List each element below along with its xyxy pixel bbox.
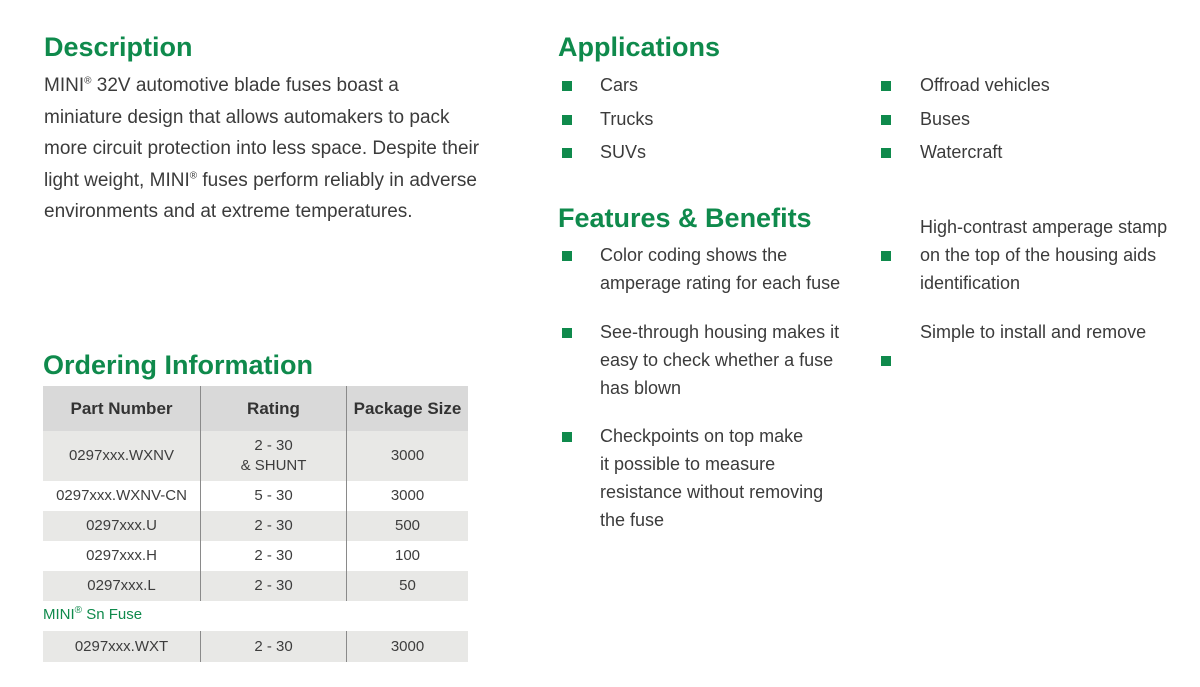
table-row <box>43 631 468 662</box>
table-cell: 0297xxx.WXT <box>74 637 169 655</box>
description-line: MINI® 32V automotive blade fuses boast a <box>44 75 399 96</box>
application-item: SUVs <box>600 142 647 162</box>
table-cell: 2 - 30 <box>254 637 293 655</box>
bullet-square-icon <box>562 328 572 338</box>
table-cell: 3000 <box>390 447 425 464</box>
column-header: Package Size <box>353 398 462 418</box>
table-cell: 3000 <box>390 637 425 655</box>
table-cell: 2 - 30 <box>254 517 293 534</box>
table-cell: 0297xxx.WXNV-CN <box>56 487 187 504</box>
table-cell: 0297xxx.WXNV <box>68 447 175 464</box>
applications-heading: Applications <box>558 32 721 62</box>
features-heading: Features & Benefits <box>558 203 812 233</box>
table-row <box>43 481 468 511</box>
table-row <box>43 541 468 571</box>
description-line: miniature design that allows automakers to pack <box>44 106 450 128</box>
table-cell: 0297xxx.H <box>86 547 157 564</box>
application-item: Buses <box>920 109 971 129</box>
bullet-square-icon <box>881 148 891 158</box>
bullet-square-icon <box>881 115 891 125</box>
table-cell: 5 - 30 <box>254 487 293 504</box>
application-item: Trucks <box>600 109 654 129</box>
table-cell: 500 <box>394 517 421 534</box>
table-cell: 0297xxx.L <box>87 577 156 594</box>
table-header-row <box>43 386 468 431</box>
application-item: Cars <box>600 75 639 95</box>
description-line: environments and at extreme temperatures. <box>44 201 413 222</box>
bullet-square-icon <box>881 251 891 261</box>
bullet-square-icon <box>562 432 572 442</box>
description-text <box>44 70 514 228</box>
column-header: Part Number <box>70 398 173 418</box>
table-cell: 2 - 30 <box>254 547 293 564</box>
bullet-square-icon <box>562 148 572 158</box>
table-row <box>43 511 468 541</box>
feature-item: High-contrast amperage stamp on the top of the housing aids identification <box>920 217 1168 293</box>
column-header: Rating <box>247 398 300 418</box>
application-item: Offroad vehicles <box>920 75 1050 95</box>
description-line: more circuit protection into less space. Despite their <box>44 138 480 159</box>
subsection-label: MINI® Sn Fuse <box>43 605 143 623</box>
table-cell: 3000 <box>390 487 425 504</box>
bullet-square-icon <box>562 251 572 261</box>
bullet-square-icon <box>881 356 891 366</box>
table-cell: 2 - 30 & SHUNT <box>240 437 307 474</box>
table-cell: 2 - 30 <box>254 577 293 594</box>
table-cell: 0297xxx.U <box>86 517 157 534</box>
table-subsection-row <box>43 601 468 631</box>
table-cell: 100 <box>394 547 421 564</box>
feature-item: See-through housing makes it easy to check whether a fuse has blown <box>600 322 840 398</box>
table-row <box>43 571 468 601</box>
bullet-square-icon <box>562 81 572 91</box>
table-cell: 50 <box>399 577 416 594</box>
ordering-heading: Ordering Information <box>43 350 313 380</box>
feature-item: Color coding shows the amperage rating for each fuse <box>600 245 841 293</box>
application-item: Watercraft <box>920 142 1003 162</box>
feature-item: Checkpoints on top make it possible to measure resistance without removing the fuse <box>600 426 824 530</box>
feature-item: Simple to install and remove <box>920 322 1147 342</box>
description-line: light weight, MINI® fuses perform reliably in adverse <box>44 169 477 191</box>
bullet-square-icon <box>562 115 572 125</box>
table-row <box>43 431 468 481</box>
description-heading: Description <box>44 32 193 62</box>
bullet-square-icon <box>881 81 891 91</box>
